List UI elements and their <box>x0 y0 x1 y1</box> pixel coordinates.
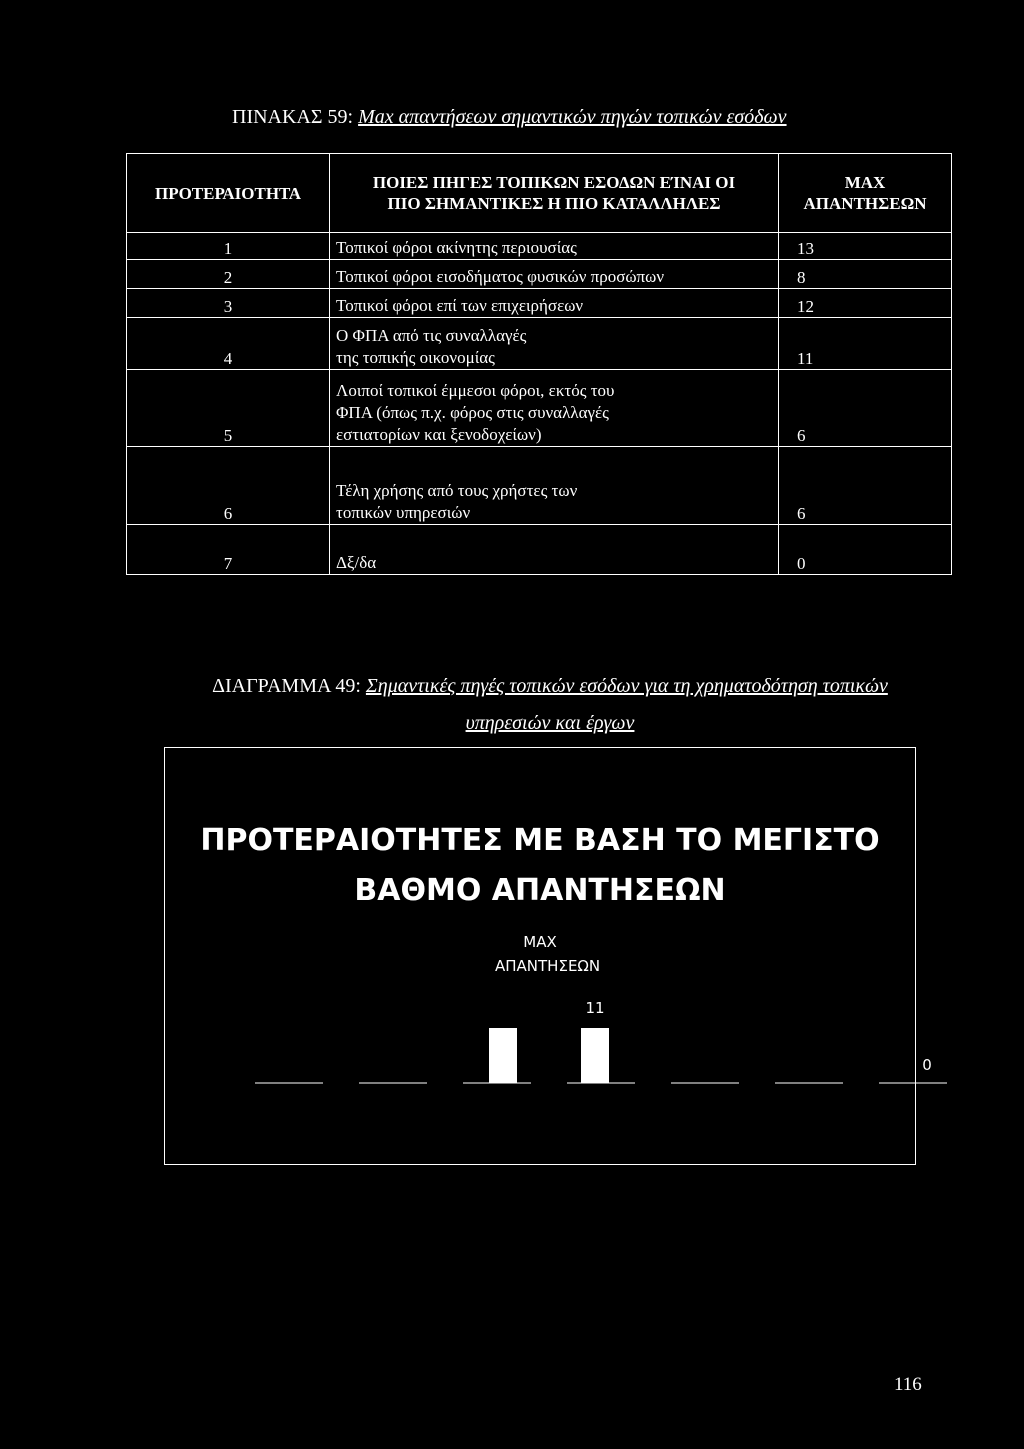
chart-legend: MAX ΑΠΑΝΤΗΣΕΩΝ <box>495 933 601 975</box>
row-source: Τοπικοί φόροι εισοδήματος φυσικών προσώπων <box>330 260 779 289</box>
row-max: 0 <box>779 525 952 575</box>
row-rank: 6 <box>127 447 330 525</box>
table-row <box>127 370 952 447</box>
chart-frame <box>164 747 932 1165</box>
row-max: 13 <box>779 233 952 260</box>
table-row <box>127 447 952 525</box>
header-source: ΠΟΙΕΣ ΠΗΓΕΣ ΤΟΠΙΚΩΝ ΕΣΟΔΩΝ ΕΊΝΑΙ ΟΙ ΠΙΟ ΣΗΜΑΝΤΙΚΕΣ Η ΠΙΟ ΚΑΤΑΛΛΗΛΕΣ <box>330 154 779 233</box>
row-max: 8 <box>779 260 952 289</box>
header-max: MAX ΑΠΑΝΤΗΣΕΩΝ <box>779 154 952 233</box>
bar-3 <box>489 1028 517 1083</box>
diagram-caption <box>190 668 910 742</box>
row-rank: 7 <box>127 525 330 575</box>
revenue-sources-table <box>126 153 952 575</box>
data-label-7: 0 <box>922 1056 932 1074</box>
row-source: Λοιποί τοπικοί έμμεσοι φόροι, εκτός του ΦΠΑ (όπως π.χ. φόρος στις συναλλαγές εστιατορίων και ξενοδοχείων) <box>330 370 779 447</box>
table-caption <box>232 106 932 129</box>
table-caption-title: Max απαντήσεων σημαντικών πηγών τοπικών εσόδων <box>358 106 787 128</box>
row-max: 6 <box>779 447 952 525</box>
row-max: 6 <box>779 370 952 447</box>
table-row <box>127 289 952 318</box>
table-row <box>127 233 952 260</box>
diagram-caption-title: Σημαντικές πηγές τοπικών εσόδων για τη χρηματοδότηση τοπικών υπηρεσιών και έργων <box>365 675 888 734</box>
chart-title: ΠΡΟΤΕΡΑΙΟΤΗΤΕΣ ΜΕ ΒΑΣΗ ΤΟ ΜΕΓΙΣΤΟ ΒΑΘΜΟ ΑΠΑΝΤΗΣΕΩΝ <box>200 823 880 908</box>
bar-chart <box>165 748 932 1164</box>
diagram-caption-prefix: ΔΙΑΓΡΑΜΜΑ 49: <box>212 675 361 697</box>
page-number: 116 <box>894 1374 922 1395</box>
row-rank: 2 <box>127 260 330 289</box>
row-source: Ο ΦΠΑ από τις συναλλαγές της τοπικής οικονομίας <box>330 318 779 370</box>
row-rank: 5 <box>127 370 330 447</box>
table-row <box>127 260 952 289</box>
row-source: Τέλη χρήσης από τους χρήστες των τοπικών υπηρεσιών <box>330 447 779 525</box>
row-rank: 3 <box>127 289 330 318</box>
table-caption-prefix: ΠΙΝΑΚΑΣ 59: <box>232 106 354 128</box>
bar-4 <box>581 1028 609 1083</box>
row-source: Τοπικοί φόροι ακίνητης περιουσίας <box>330 233 779 260</box>
row-rank: 1 <box>127 233 330 260</box>
data-label-4: 11 <box>585 999 605 1017</box>
row-rank: 4 <box>127 318 330 370</box>
header-priority: ΠΡΟΤΕΡΑΙΟΤΗΤΑ <box>127 154 330 233</box>
table-row <box>127 525 952 575</box>
row-source: Δξ/δα <box>330 525 779 575</box>
row-max: 12 <box>779 289 952 318</box>
row-source: Τοπικοί φόροι επί των επιχειρήσεων <box>330 289 779 318</box>
row-max: 11 <box>779 318 952 370</box>
table-row <box>127 318 952 370</box>
